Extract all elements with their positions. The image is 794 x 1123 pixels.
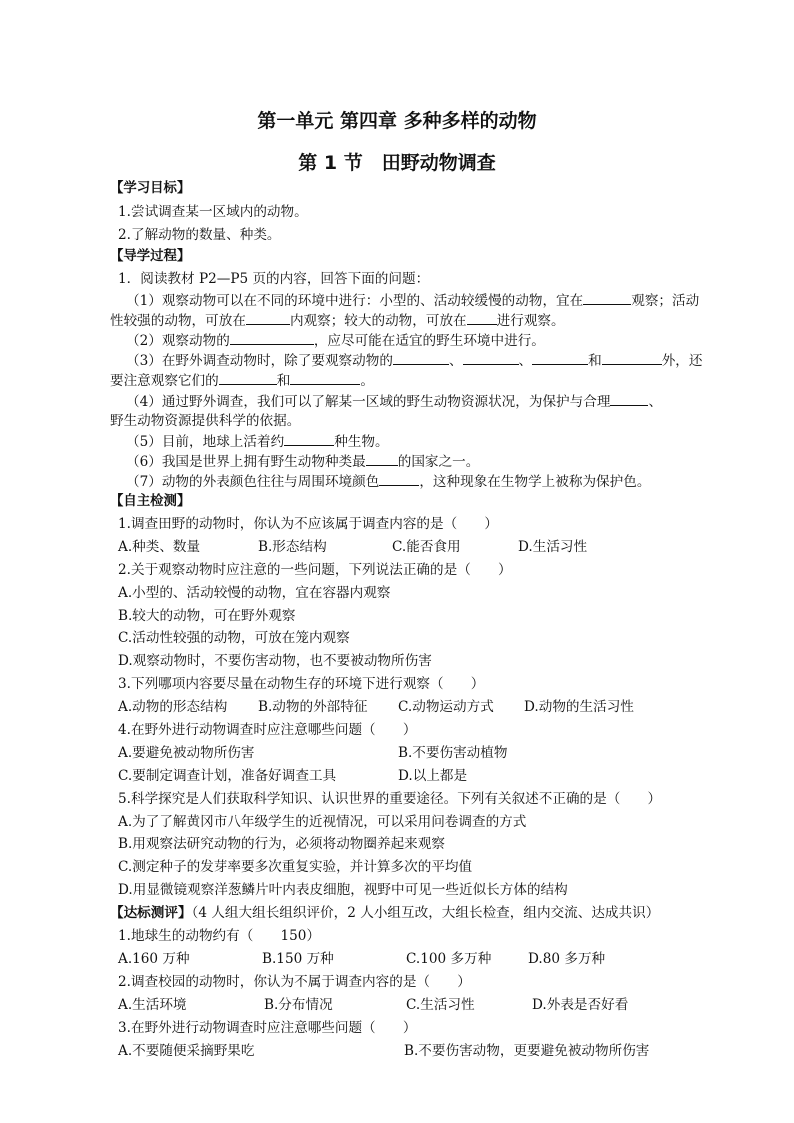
question: 2.关于观察动物时应注意的一些问题，下列说法正确的是（ ）	[118, 562, 512, 578]
option[interactable]: D.用显微镜观察洋葱鳞片叶内表皮细胞，视野中可见一些近似长方体的结构	[118, 882, 568, 898]
question: 5.科学探究是人们获取科学知识、认识世界的重要途径。下列有关叙述不正确的是（ ）	[118, 791, 662, 807]
assess-heading-line	[110, 904, 659, 922]
question: 1.地球生的动物约有（ 150）	[118, 928, 321, 944]
process-q1-line2: 性较强的动物，可放在 内观察；较大的动物，可放在 进行观察。	[110, 313, 565, 329]
process-heading: 【导学过程】	[110, 249, 191, 264]
answer-blank[interactable]	[219, 371, 277, 385]
process-intro: 1．阅读教材 P2—P5 页的内容，回答下面的问题：	[118, 271, 430, 287]
process-q2: （2）观察动物的 ，应尽可能在适宜的野生环境中进行。	[126, 333, 545, 349]
answer-blank[interactable]	[290, 371, 360, 385]
goals-heading: 【学习目标】	[110, 181, 191, 196]
answer-blank[interactable]	[393, 351, 449, 365]
option[interactable]: A.为了了解黄冈市八年级学生的近视情况，可以采用问卷调查的方式	[118, 814, 527, 830]
answer-blank[interactable]	[583, 291, 631, 305]
answer-blank[interactable]	[610, 392, 648, 406]
question: 3.在野外进行动物调查时应注意哪些问题（ ）	[118, 1020, 417, 1036]
section-title: 第 1 节 田野动物调查	[298, 152, 496, 174]
option[interactable]: B.分布情况	[264, 997, 333, 1013]
page-title: 第一单元 第四章 多种多样的动物	[257, 110, 537, 132]
option[interactable]: D.80 多万种	[528, 951, 606, 967]
assess-note: （4 人组大组长组织评价，2 人小组互改，大组长检查，组内交流、达成共识）	[191, 905, 660, 921]
option[interactable]: A.动物的形态结构	[118, 699, 228, 715]
option[interactable]: B.不要伤害动物，更要避免被动物所伤害	[404, 1043, 650, 1059]
option[interactable]: C.100 多万种	[406, 951, 492, 967]
answer-blank[interactable]	[467, 311, 497, 325]
question: 1.调查田野的动物时，你认为不应该属于调查内容的是（ ）	[118, 516, 498, 532]
option[interactable]: B.用观察法研究动物的行为，必须将动物圈养起来观察	[118, 836, 445, 852]
option[interactable]: B.形态结构	[258, 539, 327, 555]
answer-blank[interactable]	[463, 351, 519, 365]
option[interactable]: C.要制定调查计划，准备好调查工具	[118, 768, 337, 784]
option[interactable]: B.动物的外部特征	[258, 699, 368, 715]
option[interactable]: B.不要伤害动植物	[398, 745, 508, 761]
process-q7: （7）动物的外表颜色往往与周围环境颜色 ，这种现象在生物学上被称为保护色。	[126, 474, 651, 490]
goal-item: 1.尝试调查某一区域内的动物。	[118, 204, 308, 220]
option[interactable]: D.生活习性	[518, 539, 588, 555]
answer-blank[interactable]	[602, 351, 662, 365]
assess-heading: 【达标测评】	[110, 905, 192, 921]
process-q3-line1: （3）在野外调查动物时，除了要观察动物的 、 、 和 外，还	[126, 353, 703, 369]
option[interactable]: A.种类、数量	[118, 539, 201, 555]
process-q6: （6）我国是世界上拥有野生动物种类最 的国家之一。	[126, 454, 480, 470]
option[interactable]: C.动物运动方式	[398, 699, 494, 715]
option[interactable]: A.160 万种	[118, 951, 190, 967]
option[interactable]: A.要避免被动物所伤害	[118, 745, 255, 761]
goal-item: 2.了解动物的数量、种类。	[118, 227, 281, 243]
process-q3-line2: 要注意观察它们的 和 。	[110, 373, 374, 389]
answer-blank[interactable]	[366, 452, 398, 466]
option[interactable]: D.外表是否好看	[532, 997, 629, 1013]
option[interactable]: C.能否食用	[392, 539, 461, 555]
answer-blank[interactable]	[230, 331, 314, 345]
option[interactable]: B.较大的动物，可在野外观察	[118, 608, 296, 624]
process-q1-line1: （1）观察动物可以在不同的环境中进行：小型的、活动较缓慢的动物，宜在 观察；活动	[126, 293, 700, 309]
process-q4-line1: （4）通过野外调查，我们可以了解某一区域的野生动物资源状况，为保护与合理 、	[126, 394, 663, 410]
option[interactable]: C.测定种子的发芽率要多次重复实验，并计算多次的平均值	[118, 859, 473, 875]
answer-blank[interactable]	[246, 311, 290, 325]
self-check-heading: 【自主检测】	[110, 494, 191, 509]
process-q4-line2: 野生动物资源提供科学的依据。	[110, 413, 301, 429]
question: 3.下列哪项内容要尽量在动物生存的环境下进行观察（ ）	[118, 676, 485, 692]
option[interactable]: D.以上都是	[398, 768, 468, 784]
question: 4.在野外进行动物调查时应注意哪些问题（ ）	[118, 722, 417, 738]
answer-blank[interactable]	[379, 472, 419, 486]
process-q5: （5）目前，地球上活着约 种生物。	[126, 434, 389, 450]
option[interactable]: B.150 万种	[262, 951, 334, 967]
option[interactable]: C.生活习性	[406, 997, 475, 1013]
option[interactable]: D.观察动物时，不要伤害动物，也不要被动物所伤害	[118, 653, 432, 669]
question: 2.调查校园的动物时，你认为不属于调查内容的是（ ）	[118, 974, 471, 990]
answer-blank[interactable]	[284, 432, 334, 446]
option[interactable]: A.不要随便采摘野果吃	[118, 1043, 255, 1059]
answer-blank[interactable]	[532, 351, 588, 365]
option[interactable]: C.活动性较强的动物，可放在笼内观察	[118, 630, 350, 646]
option[interactable]: A.生活环境	[118, 997, 187, 1013]
option[interactable]: D.动物的生活习性	[524, 699, 634, 715]
option[interactable]: A.小型的、活动较慢的动物，宜在容器内观察	[118, 585, 391, 601]
